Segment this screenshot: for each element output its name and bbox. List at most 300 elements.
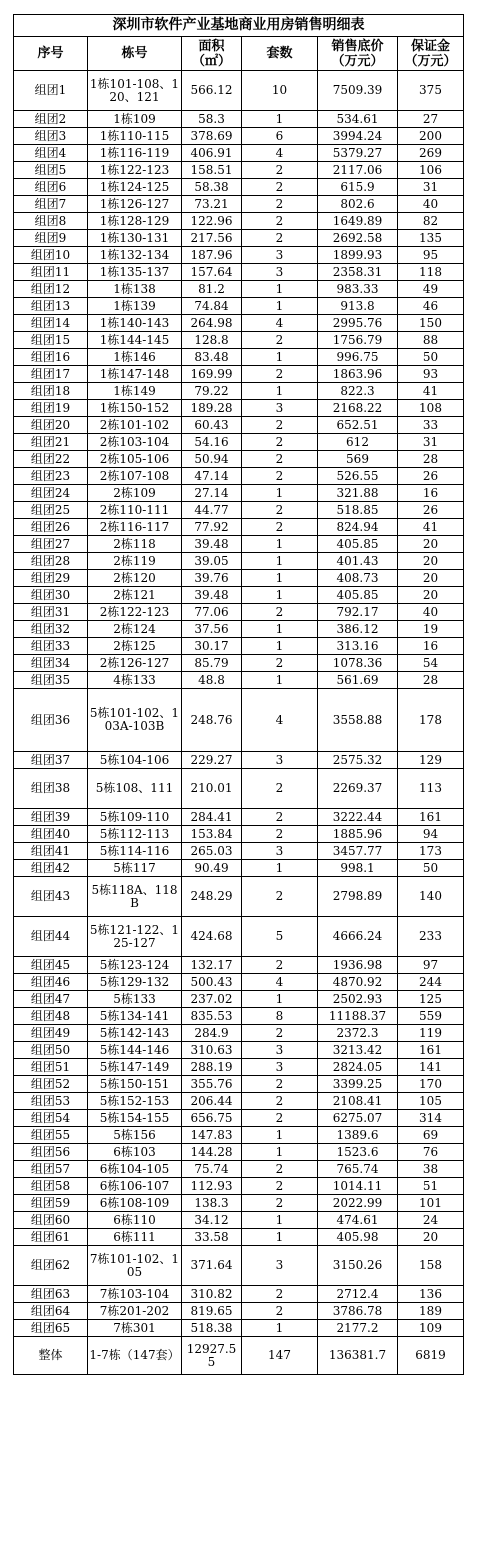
cell-area: 310.63 — [182, 1042, 242, 1059]
cell-units: 1 — [242, 570, 318, 587]
cell-units: 1 — [242, 1144, 318, 1161]
header-seq: 序号 — [14, 37, 88, 71]
cell-area: 310.82 — [182, 1286, 242, 1303]
cell-price: 652.51 — [318, 417, 398, 434]
cell-price: 615.9 — [318, 179, 398, 196]
cell-seq: 组团50 — [14, 1042, 88, 1059]
cell-price: 561.69 — [318, 672, 398, 689]
cell-price: 2502.93 — [318, 991, 398, 1008]
cell-seq: 组团54 — [14, 1110, 88, 1127]
cell-seq: 组团64 — [14, 1303, 88, 1320]
cell-area: 73.21 — [182, 196, 242, 213]
cell-area: 58.3 — [182, 111, 242, 128]
cell-area: 355.76 — [182, 1076, 242, 1093]
cell-price: 534.61 — [318, 111, 398, 128]
cell-price: 913.8 — [318, 298, 398, 315]
table-row — [14, 196, 464, 213]
cell-price: 2168.22 — [318, 400, 398, 417]
cell-units: 2 — [242, 1093, 318, 1110]
cell-deposit: 129 — [398, 752, 464, 769]
cell-price: 405.85 — [318, 536, 398, 553]
cell-building: 2栋122-123 — [88, 604, 182, 621]
table-row — [14, 1059, 464, 1076]
total-cell-units: 147 — [242, 1337, 318, 1375]
cell-deposit: 113 — [398, 769, 464, 809]
cell-price: 386.12 — [318, 621, 398, 638]
header-price: 销售底价 （万元） — [318, 37, 398, 71]
cell-building: 1栋130-131 — [88, 230, 182, 247]
table-row — [14, 843, 464, 860]
table-row — [14, 230, 464, 247]
cell-seq: 组团29 — [14, 570, 88, 587]
cell-deposit: 101 — [398, 1195, 464, 1212]
cell-building: 2栋110-111 — [88, 502, 182, 519]
header-deposit: 保证金 （万元） — [398, 37, 464, 71]
cell-price: 3786.78 — [318, 1303, 398, 1320]
table-row — [14, 1110, 464, 1127]
cell-deposit: 170 — [398, 1076, 464, 1093]
cell-area: 39.05 — [182, 553, 242, 570]
table-row — [14, 1076, 464, 1093]
table-row — [14, 672, 464, 689]
cell-deposit: 97 — [398, 957, 464, 974]
cell-deposit: 314 — [398, 1110, 464, 1127]
cell-seq: 组团32 — [14, 621, 88, 638]
cell-price: 765.74 — [318, 1161, 398, 1178]
cell-area: 210.01 — [182, 769, 242, 809]
cell-building: 5栋150-151 — [88, 1076, 182, 1093]
table-row — [14, 1303, 464, 1320]
table-row — [14, 752, 464, 769]
table-row — [14, 434, 464, 451]
cell-deposit: 136 — [398, 1286, 464, 1303]
cell-building: 5栋129-132 — [88, 974, 182, 991]
table-row — [14, 281, 464, 298]
table-row — [14, 860, 464, 877]
cell-building: 5栋134-141 — [88, 1008, 182, 1025]
cell-seq: 组团48 — [14, 1008, 88, 1025]
cell-building: 5栋117 — [88, 860, 182, 877]
cell-area: 566.12 — [182, 71, 242, 111]
cell-building: 6栋108-109 — [88, 1195, 182, 1212]
cell-area: 500.43 — [182, 974, 242, 991]
table-row — [14, 247, 464, 264]
cell-building: 5栋156 — [88, 1127, 182, 1144]
cell-building: 5栋133 — [88, 991, 182, 1008]
cell-area: 187.96 — [182, 247, 242, 264]
table-row — [14, 332, 464, 349]
table-row — [14, 162, 464, 179]
table-row — [14, 485, 464, 502]
cell-seq: 组团40 — [14, 826, 88, 843]
cell-deposit: 20 — [398, 570, 464, 587]
table-row — [14, 1008, 464, 1025]
cell-seq: 组团63 — [14, 1286, 88, 1303]
cell-building: 7栋103-104 — [88, 1286, 182, 1303]
table-row — [14, 553, 464, 570]
cell-deposit: 140 — [398, 877, 464, 917]
cell-area: 248.76 — [182, 689, 242, 752]
cell-units: 3 — [242, 1246, 318, 1286]
table-row — [14, 877, 464, 917]
cell-seq: 组团18 — [14, 383, 88, 400]
cell-units: 1 — [242, 1320, 318, 1337]
cell-seq: 组团14 — [14, 315, 88, 332]
total-cell-area: 12927.55 — [182, 1337, 242, 1375]
cell-seq: 组团45 — [14, 957, 88, 974]
sales-detail-table — [13, 14, 464, 1375]
cell-area: 58.38 — [182, 179, 242, 196]
cell-price: 2692.58 — [318, 230, 398, 247]
cell-units: 4 — [242, 315, 318, 332]
cell-area: 132.17 — [182, 957, 242, 974]
cell-units: 2 — [242, 1161, 318, 1178]
cell-units: 1 — [242, 1229, 318, 1246]
cell-seq: 组团7 — [14, 196, 88, 213]
cell-area: 54.16 — [182, 434, 242, 451]
cell-seq: 组团23 — [14, 468, 88, 485]
cell-building: 1栋101-108、120、121 — [88, 71, 182, 111]
cell-price: 824.94 — [318, 519, 398, 536]
cell-building: 2栋109 — [88, 485, 182, 502]
cell-area: 264.98 — [182, 315, 242, 332]
cell-seq: 组团47 — [14, 991, 88, 1008]
cell-area: 656.75 — [182, 1110, 242, 1127]
table-row — [14, 179, 464, 196]
cell-seq: 组团5 — [14, 162, 88, 179]
cell-building: 2栋116-117 — [88, 519, 182, 536]
cell-price: 5379.27 — [318, 145, 398, 162]
cell-deposit: 119 — [398, 1025, 464, 1042]
cell-deposit: 16 — [398, 638, 464, 655]
cell-deposit: 559 — [398, 1008, 464, 1025]
table-row — [14, 451, 464, 468]
table-row — [14, 1093, 464, 1110]
cell-deposit: 189 — [398, 1303, 464, 1320]
cell-building: 5栋123-124 — [88, 957, 182, 974]
cell-units: 2 — [242, 1178, 318, 1195]
cell-units: 2 — [242, 332, 318, 349]
cell-deposit: 20 — [398, 587, 464, 604]
cell-seq: 组团59 — [14, 1195, 88, 1212]
cell-units: 2 — [242, 519, 318, 536]
cell-building: 1栋149 — [88, 383, 182, 400]
cell-seq: 组团34 — [14, 655, 88, 672]
table-row — [14, 298, 464, 315]
table-row — [14, 917, 464, 957]
table-row — [14, 689, 464, 752]
cell-building: 7栋301 — [88, 1320, 182, 1337]
cell-units: 2 — [242, 179, 318, 196]
table-row — [14, 587, 464, 604]
cell-area: 189.28 — [182, 400, 242, 417]
cell-deposit: 105 — [398, 1093, 464, 1110]
cell-units: 1 — [242, 587, 318, 604]
cell-deposit: 269 — [398, 145, 464, 162]
cell-deposit: 50 — [398, 860, 464, 877]
cell-area: 284.41 — [182, 809, 242, 826]
total-row — [14, 1337, 464, 1375]
cell-seq: 组团33 — [14, 638, 88, 655]
total-cell-building: 1-7栋（147套） — [88, 1337, 182, 1375]
table-row — [14, 826, 464, 843]
cell-units: 1 — [242, 298, 318, 315]
cell-units: 2 — [242, 1076, 318, 1093]
table-row — [14, 417, 464, 434]
cell-area: 34.12 — [182, 1212, 242, 1229]
table-row — [14, 1212, 464, 1229]
cell-area: 90.49 — [182, 860, 242, 877]
cell-deposit: 20 — [398, 536, 464, 553]
cell-building: 2栋121 — [88, 587, 182, 604]
cell-building: 6栋111 — [88, 1229, 182, 1246]
cell-deposit: 46 — [398, 298, 464, 315]
cell-units: 2 — [242, 655, 318, 672]
total-cell-deposit: 6819 — [398, 1337, 464, 1375]
cell-deposit: 244 — [398, 974, 464, 991]
cell-building: 5栋101-102、103A-103B — [88, 689, 182, 752]
cell-seq: 组团36 — [14, 689, 88, 752]
cell-building: 2栋119 — [88, 553, 182, 570]
cell-area: 50.94 — [182, 451, 242, 468]
cell-seq: 组团28 — [14, 553, 88, 570]
cell-seq: 组团1 — [14, 71, 88, 111]
cell-building: 2栋107-108 — [88, 468, 182, 485]
cell-price: 3558.88 — [318, 689, 398, 752]
header-row — [14, 37, 464, 71]
table-row — [14, 400, 464, 417]
total-cell-seq: 整体 — [14, 1337, 88, 1375]
header-building: 栋号 — [88, 37, 182, 71]
table-row — [14, 468, 464, 485]
cell-building: 5栋121-122、125-127 — [88, 917, 182, 957]
cell-deposit: 141 — [398, 1059, 464, 1076]
cell-price: 3150.26 — [318, 1246, 398, 1286]
cell-units: 2 — [242, 417, 318, 434]
cell-building: 1栋124-125 — [88, 179, 182, 196]
cell-units: 8 — [242, 1008, 318, 1025]
cell-deposit: 16 — [398, 485, 464, 502]
cell-seq: 组团17 — [14, 366, 88, 383]
cell-seq: 组团46 — [14, 974, 88, 991]
cell-deposit: 26 — [398, 468, 464, 485]
cell-seq: 组团24 — [14, 485, 88, 502]
cell-deposit: 38 — [398, 1161, 464, 1178]
cell-area: 157.64 — [182, 264, 242, 281]
cell-units: 1 — [242, 349, 318, 366]
cell-units: 3 — [242, 1059, 318, 1076]
cell-building: 5栋108、111 — [88, 769, 182, 809]
cell-area: 39.48 — [182, 587, 242, 604]
cell-price: 3994.24 — [318, 128, 398, 145]
cell-seq: 组团30 — [14, 587, 88, 604]
cell-price: 1014.11 — [318, 1178, 398, 1195]
cell-price: 1863.96 — [318, 366, 398, 383]
table-row — [14, 366, 464, 383]
table-row — [14, 519, 464, 536]
cell-area: 265.03 — [182, 843, 242, 860]
cell-seq: 组团51 — [14, 1059, 88, 1076]
cell-deposit: 161 — [398, 1042, 464, 1059]
cell-units: 1 — [242, 383, 318, 400]
cell-area: 819.65 — [182, 1303, 242, 1320]
cell-area: 60.43 — [182, 417, 242, 434]
cell-price: 998.1 — [318, 860, 398, 877]
cell-units: 2 — [242, 957, 318, 974]
cell-deposit: 49 — [398, 281, 464, 298]
cell-units: 4 — [242, 145, 318, 162]
cell-units: 2 — [242, 1303, 318, 1320]
cell-deposit: 20 — [398, 1229, 464, 1246]
cell-units: 2 — [242, 604, 318, 621]
cell-area: 81.2 — [182, 281, 242, 298]
cell-building: 6栋110 — [88, 1212, 182, 1229]
table-row — [14, 502, 464, 519]
cell-units: 1 — [242, 621, 318, 638]
cell-building: 1栋138 — [88, 281, 182, 298]
cell-building: 5栋147-149 — [88, 1059, 182, 1076]
cell-deposit: 106 — [398, 162, 464, 179]
cell-price: 569 — [318, 451, 398, 468]
cell-seq: 组团20 — [14, 417, 88, 434]
cell-area: 39.76 — [182, 570, 242, 587]
table-row — [14, 1320, 464, 1337]
cell-area: 77.06 — [182, 604, 242, 621]
cell-building: 1栋128-129 — [88, 213, 182, 230]
cell-building: 6栋103 — [88, 1144, 182, 1161]
cell-area: 158.51 — [182, 162, 242, 179]
table-row — [14, 974, 464, 991]
cell-price: 1523.6 — [318, 1144, 398, 1161]
cell-area: 79.22 — [182, 383, 242, 400]
cell-deposit: 51 — [398, 1178, 464, 1195]
cell-area: 122.96 — [182, 213, 242, 230]
cell-units: 1 — [242, 991, 318, 1008]
cell-price: 6275.07 — [318, 1110, 398, 1127]
table-row — [14, 1042, 464, 1059]
cell-price: 1899.93 — [318, 247, 398, 264]
table-row — [14, 638, 464, 655]
cell-area: 288.19 — [182, 1059, 242, 1076]
cell-seq: 组团11 — [14, 264, 88, 281]
header-area: 面积 （㎡） — [182, 37, 242, 71]
table-row — [14, 111, 464, 128]
cell-seq: 组团65 — [14, 1320, 88, 1337]
table-row — [14, 383, 464, 400]
cell-seq: 组团58 — [14, 1178, 88, 1195]
cell-price: 2117.06 — [318, 162, 398, 179]
cell-units: 1 — [242, 860, 318, 877]
cell-price: 2358.31 — [318, 264, 398, 281]
cell-building: 1栋132-134 — [88, 247, 182, 264]
cell-deposit: 26 — [398, 502, 464, 519]
cell-price: 408.73 — [318, 570, 398, 587]
table-row — [14, 536, 464, 553]
table-row — [14, 1229, 464, 1246]
cell-area: 47.14 — [182, 468, 242, 485]
cell-units: 1 — [242, 485, 318, 502]
cell-price: 1936.98 — [318, 957, 398, 974]
cell-building: 1栋146 — [88, 349, 182, 366]
table-row — [14, 213, 464, 230]
cell-units: 2 — [242, 1110, 318, 1127]
cell-units: 2 — [242, 826, 318, 843]
header-units: 套数 — [242, 37, 318, 71]
cell-area: 378.69 — [182, 128, 242, 145]
cell-building: 5栋109-110 — [88, 809, 182, 826]
cell-building: 1栋144-145 — [88, 332, 182, 349]
cell-building: 2栋118 — [88, 536, 182, 553]
cell-deposit: 41 — [398, 383, 464, 400]
cell-area: 371.64 — [182, 1246, 242, 1286]
cell-price: 3213.42 — [318, 1042, 398, 1059]
cell-area: 33.58 — [182, 1229, 242, 1246]
cell-units: 2 — [242, 434, 318, 451]
cell-seq: 组团57 — [14, 1161, 88, 1178]
cell-seq: 组团37 — [14, 752, 88, 769]
table-title: 深圳市软件产业基地商业用房销售明细表 — [13, 14, 464, 36]
cell-deposit: 28 — [398, 451, 464, 468]
cell-units: 1 — [242, 672, 318, 689]
cell-units: 4 — [242, 689, 318, 752]
cell-units: 4 — [242, 974, 318, 991]
cell-building: 1栋140-143 — [88, 315, 182, 332]
cell-area: 147.83 — [182, 1127, 242, 1144]
cell-area: 48.8 — [182, 672, 242, 689]
cell-price: 792.17 — [318, 604, 398, 621]
cell-seq: 组团49 — [14, 1025, 88, 1042]
cell-units: 1 — [242, 1212, 318, 1229]
cell-building: 1栋147-148 — [88, 366, 182, 383]
cell-building: 1栋122-123 — [88, 162, 182, 179]
cell-seq: 组团6 — [14, 179, 88, 196]
cell-deposit: 76 — [398, 1144, 464, 1161]
cell-building: 1栋110-115 — [88, 128, 182, 145]
cell-area: 217.56 — [182, 230, 242, 247]
cell-seq: 组团39 — [14, 809, 88, 826]
cell-seq: 组团42 — [14, 860, 88, 877]
cell-building: 7栋101-102、105 — [88, 1246, 182, 1286]
cell-seq: 组团10 — [14, 247, 88, 264]
cell-area: 406.91 — [182, 145, 242, 162]
cell-deposit: 94 — [398, 826, 464, 843]
cell-price: 4666.24 — [318, 917, 398, 957]
cell-units: 2 — [242, 809, 318, 826]
cell-seq: 组团60 — [14, 1212, 88, 1229]
cell-building: 5栋112-113 — [88, 826, 182, 843]
cell-building: 2栋124 — [88, 621, 182, 638]
cell-building: 1栋135-137 — [88, 264, 182, 281]
cell-price: 2798.89 — [318, 877, 398, 917]
cell-units: 1 — [242, 111, 318, 128]
table-row — [14, 769, 464, 809]
table-row — [14, 957, 464, 974]
cell-deposit: 28 — [398, 672, 464, 689]
cell-price: 313.16 — [318, 638, 398, 655]
cell-deposit: 161 — [398, 809, 464, 826]
cell-deposit: 150 — [398, 315, 464, 332]
cell-price: 1078.36 — [318, 655, 398, 672]
cell-area: 77.92 — [182, 519, 242, 536]
cell-building: 1栋116-119 — [88, 145, 182, 162]
cell-area: 83.48 — [182, 349, 242, 366]
cell-seq: 组团44 — [14, 917, 88, 957]
cell-price: 983.33 — [318, 281, 398, 298]
table-row — [14, 1286, 464, 1303]
cell-deposit: 88 — [398, 332, 464, 349]
cell-area: 44.77 — [182, 502, 242, 519]
cell-units: 10 — [242, 71, 318, 111]
